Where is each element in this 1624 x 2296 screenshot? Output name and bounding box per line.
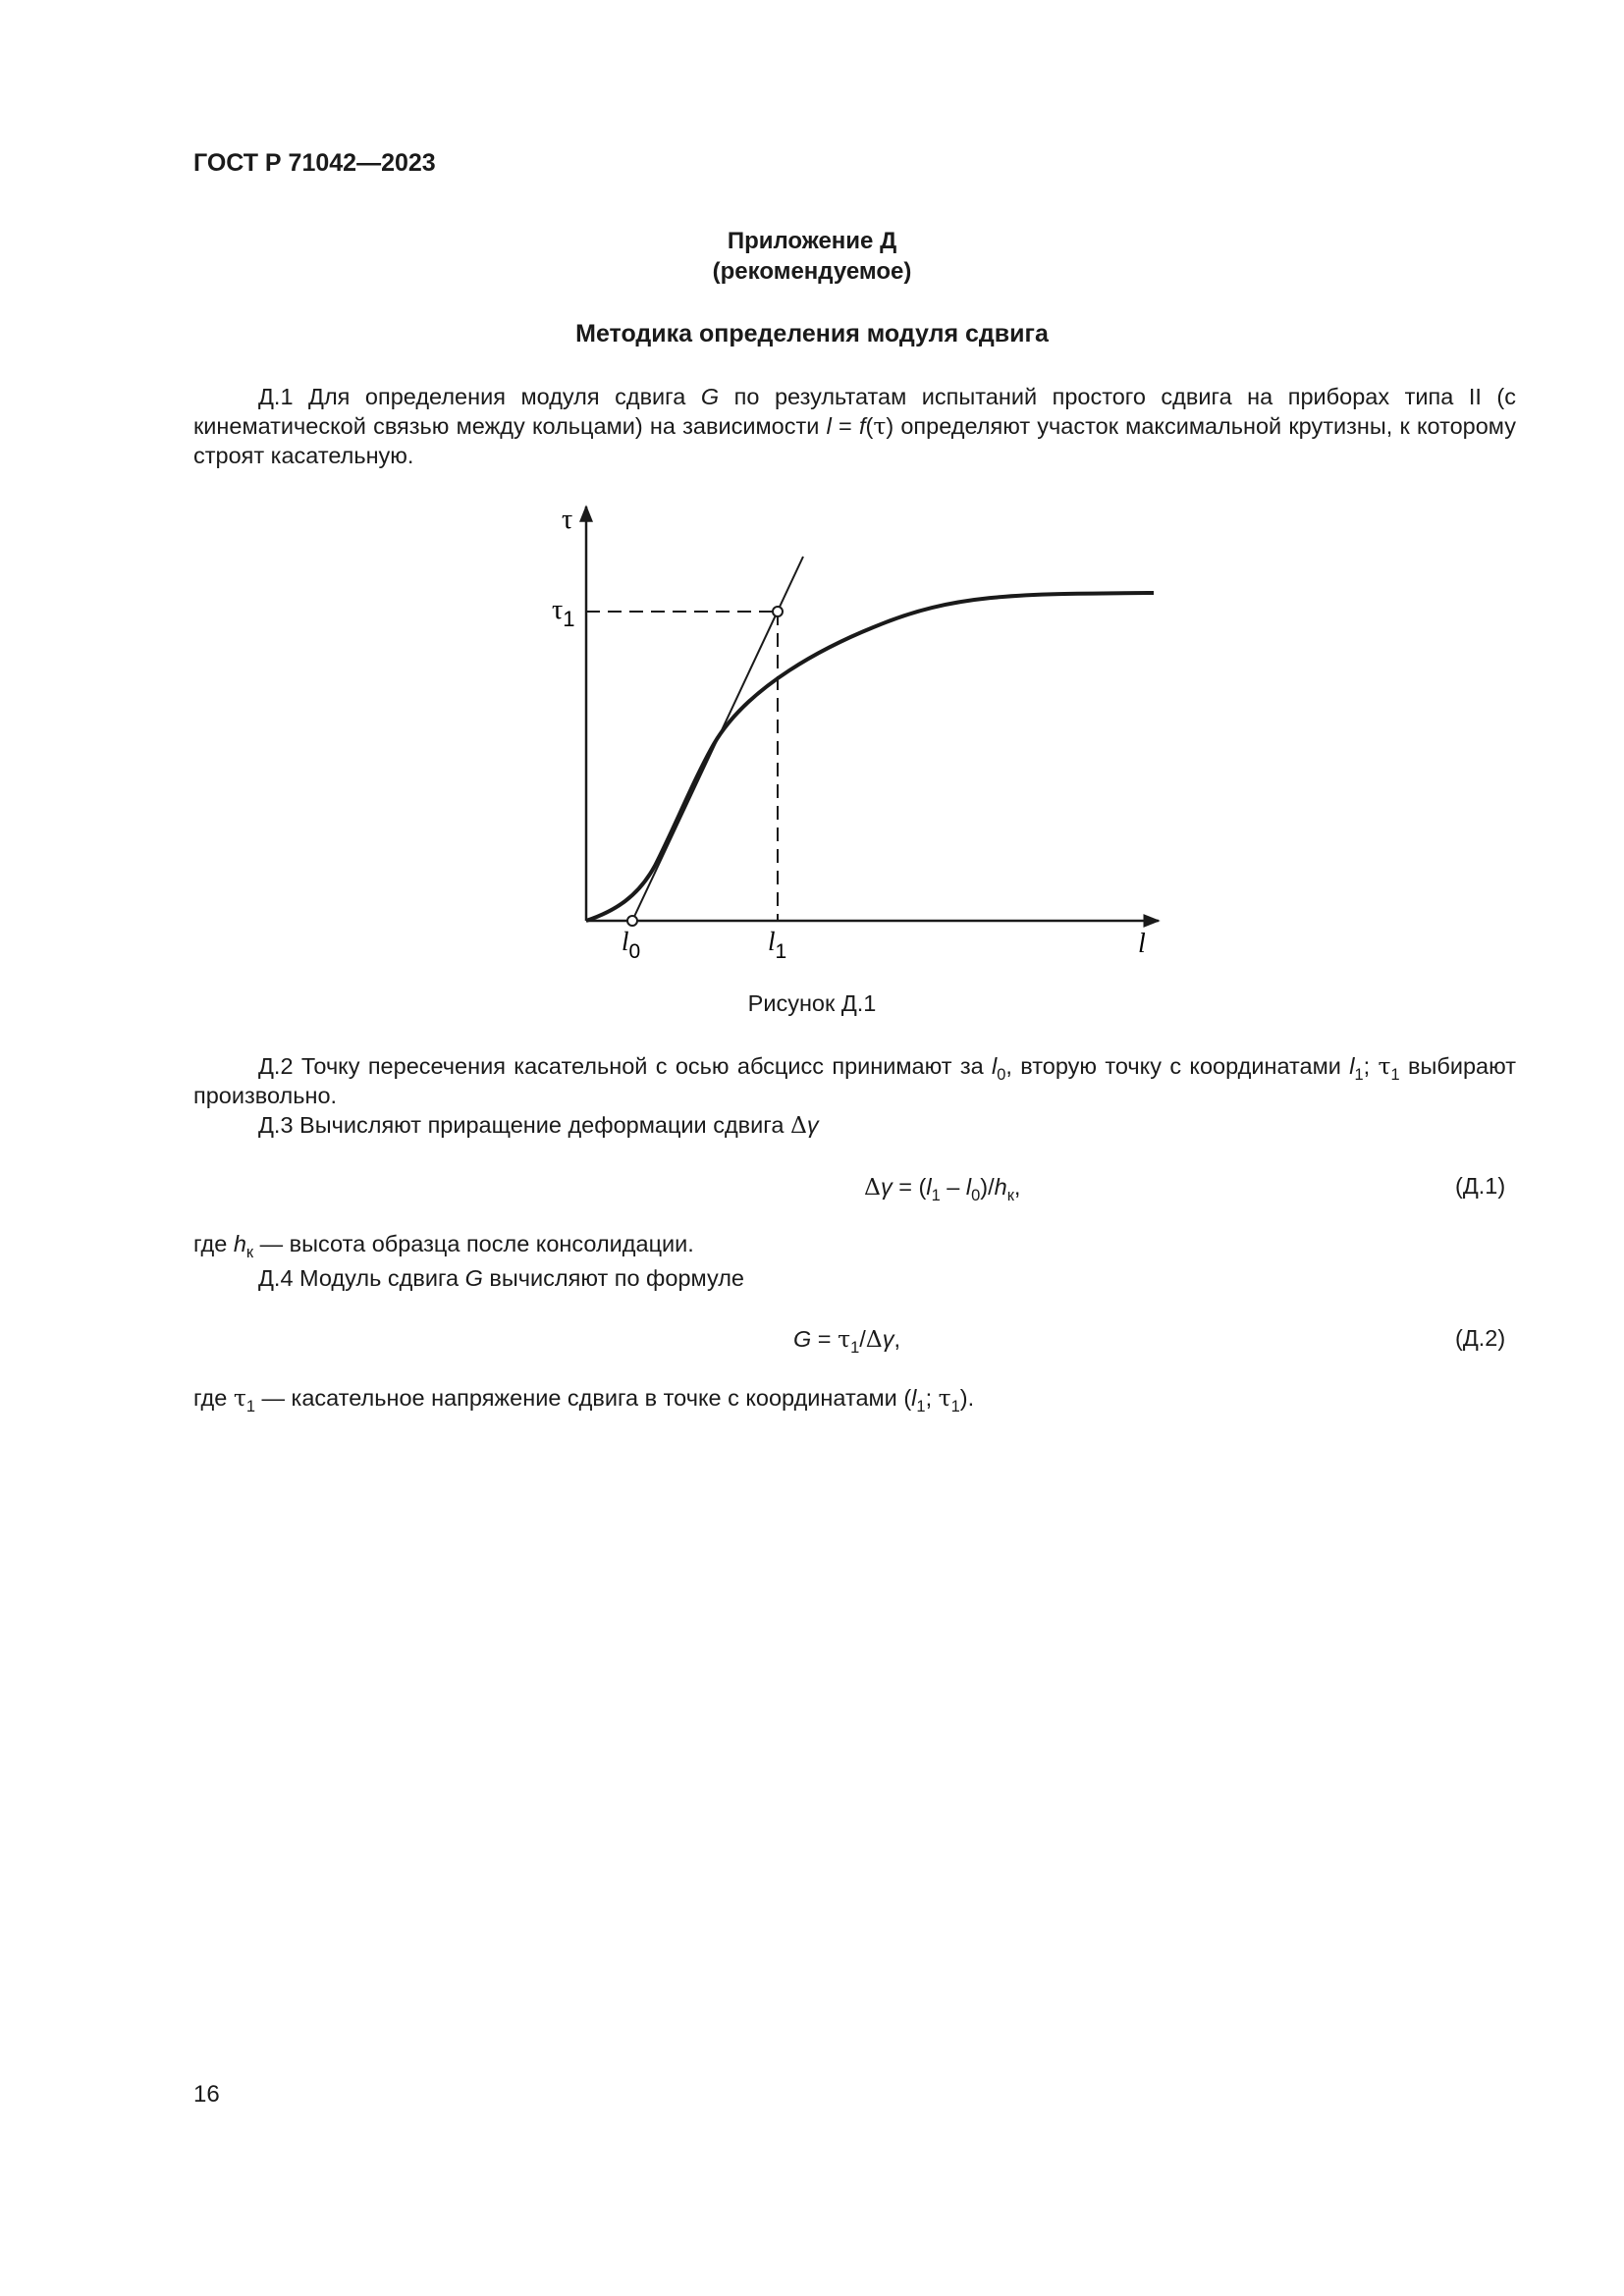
figure-caption: Рисунок Д.1 — [747, 990, 877, 1016]
l1-label: $l_1$ — [768, 927, 787, 963]
standard-code: ГОСТ Р 71042—2023 — [193, 149, 436, 177]
formula-d2-number: (Д.2) — [1455, 1325, 1506, 1351]
paragraph-d3: Д.3 Вычисляют приращение деформации сдвига Δγ — [258, 1111, 819, 1139]
appendix-title: Приложение Д — [727, 228, 897, 254]
definition-h-k: где $h_к$ — высота образца после консолидации. — [193, 1231, 694, 1261]
formula-d1-number: (Д.1) — [1455, 1173, 1506, 1199]
paragraph-d2: Д.2 Точку пересечения касательной с осью абсцисс принимают за $l_0$, вторую точку с координатами $l_1$; $\tau_1$ выбирают произвольно. — [193, 1052, 1516, 1108]
formula-d2: $G = \tau_1/\Delta\gamma$, — [793, 1325, 901, 1357]
paragraph-d1: Д.1 Для определения модуля сдвига G по результатам испытаний простого сдвига на приборах типа II (с кинематической связью между кольцами) на зависимости l = f(τ) определяют участок максимальной крутизны, к которому строят касательную. — [193, 384, 1516, 468]
definition-tau1: где $\tau_1$ — касательное напряжение сдвига в точке с координатами ($l_1$; $\tau_1$). — [193, 1384, 975, 1415]
l0-label: $l_0$ — [622, 927, 641, 963]
formula-d1: $\Delta\gamma = (l_1 - l_0)/h_к$, — [864, 1173, 1021, 1204]
tau1-label: $\tau_1$ — [552, 595, 575, 631]
appendix-status: (рекомендуемое) — [712, 258, 912, 285]
tangent-point — [773, 607, 783, 616]
x-axis-label: l — [1138, 929, 1146, 959]
paragraph-d4: Д.4 Модуль сдвига G вычисляют по формуле — [258, 1265, 744, 1291]
l0-point — [627, 916, 637, 926]
y-axis-label: τ — [562, 505, 573, 535]
page-number: 16 — [193, 2081, 220, 2108]
shear-curve — [586, 593, 1154, 921]
section-title: Методика определения модуля сдвига — [575, 320, 1049, 347]
figure-d1-graph — [542, 499, 1170, 970]
